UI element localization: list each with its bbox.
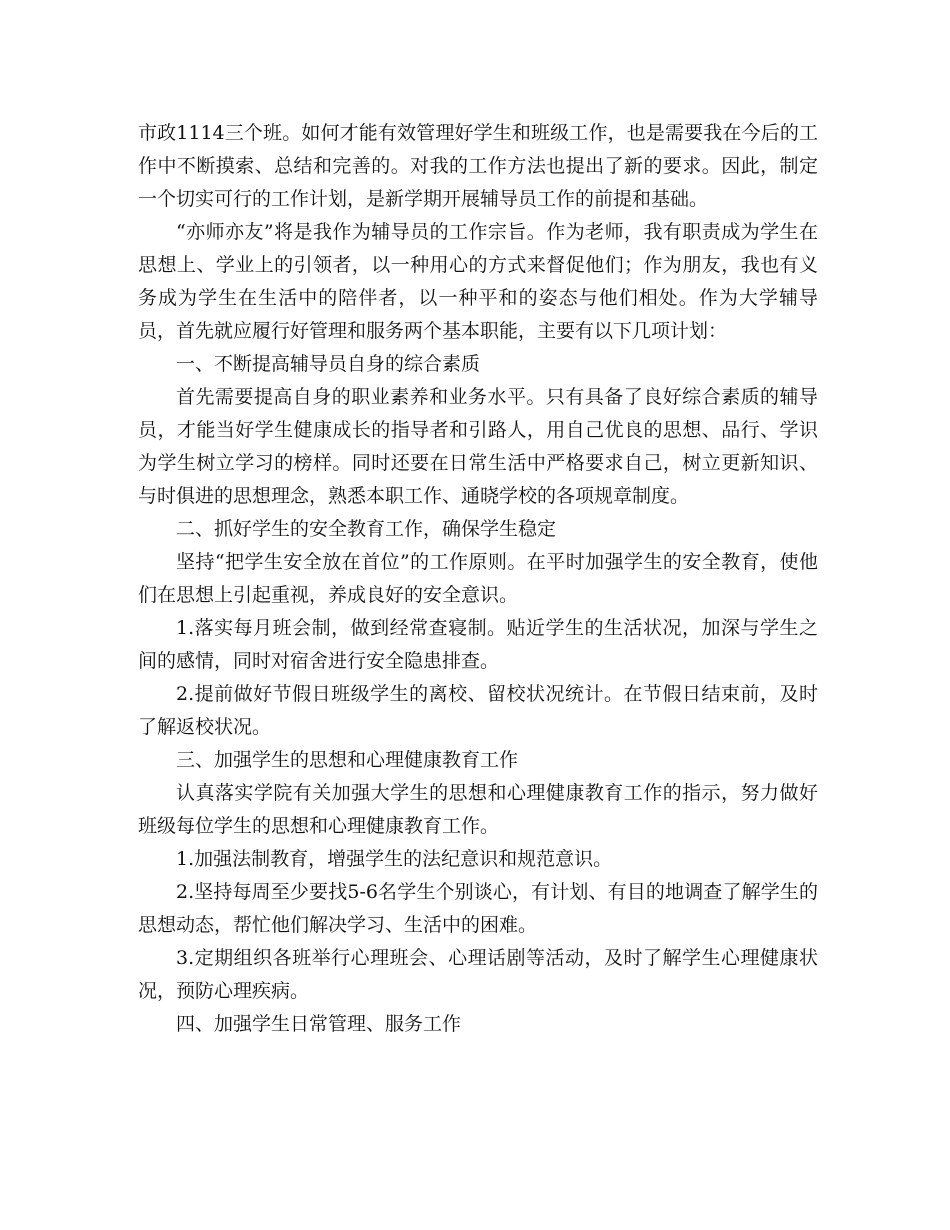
paragraph: 坚持“把学生安全放在首位”的工作原则。在平时加强学生的安全教育，使他们在思想上引起重视，养成良好的安全意识。 <box>138 551 818 606</box>
list-item: 2.提前做好节假日班级学生的离校、留校状况统计。在节假日结束前，及时了解返校状况。 <box>138 683 818 738</box>
paragraph: 首先需要提高自身的职业素养和业务水平。只有具备了良好综合素质的辅导员，才能当好学生健康成长的指导者和引路人，用自己优良的思想、品行、学识为学生树立学习的榜样。同时还要在日常生活中严格要求自己，树立更新知识、与时俱进的思想理念，熟悉本职工作、通晓学校的各项规章制度。 <box>138 386 818 507</box>
section-heading: 三、加强学生的思想和心理健康教育工作 <box>176 749 519 771</box>
list-item: 1.加强法制教育，增强学生的法纪意识和规范意识。 <box>176 848 613 870</box>
paragraph: 市政1114三个班。如何才能有效管理好学生和班级工作，也是需要我在今后的工作中不断摸索、总结和完善的。对我的工作方法也提出了新的要求。因此，制定一个切实可行的工作计划，是新学期开展辅导员工作的前提和基础。 <box>138 122 818 210</box>
list-item: 3.定期组织各班举行心理班会、心理话剧等活动，及时了解学生心理健康状况，预防心理疾病。 <box>138 947 818 1002</box>
section-heading: 一、不断提高辅导员自身的综合素质 <box>176 353 481 375</box>
document-body <box>138 117 818 1041</box>
paragraph: 认真落实学院有关加强大学生的思想和心理健康教育工作的指示，努力做好班级每位学生的思想和心理健康教育工作。 <box>138 782 818 837</box>
list-item: 1.落实每月班会制，做到经常查寝制。贴近学生的生活状况，加深与学生之间的感情，同时对宿舍进行安全隐患排查。 <box>138 617 818 672</box>
section-heading: 二、抓好学生的安全教育工作，确保学生稳定 <box>176 518 557 540</box>
paragraph: “亦师亦友”将是我作为辅导员的工作宗旨。作为老师，我有职责成为学生在思想上、学业上的引领者，以一种用心的方式来督促他们；作为朋友，我也有义务成为学生在生活中的陪伴者，以一种平和的姿态与他们相处。作为大学辅导员，首先就应履行好管理和服务两个基本职能，主要有以下几项计划： <box>138 221 818 342</box>
section-heading: 四、加强学生日常管理、服务工作 <box>176 1013 462 1035</box>
list-item: 2.坚持每周至少要找5-6名学生个别谈心，有计划、有目的地调查了解学生的思想动态，帮忙他们解决学习、生活中的困难。 <box>138 881 818 936</box>
